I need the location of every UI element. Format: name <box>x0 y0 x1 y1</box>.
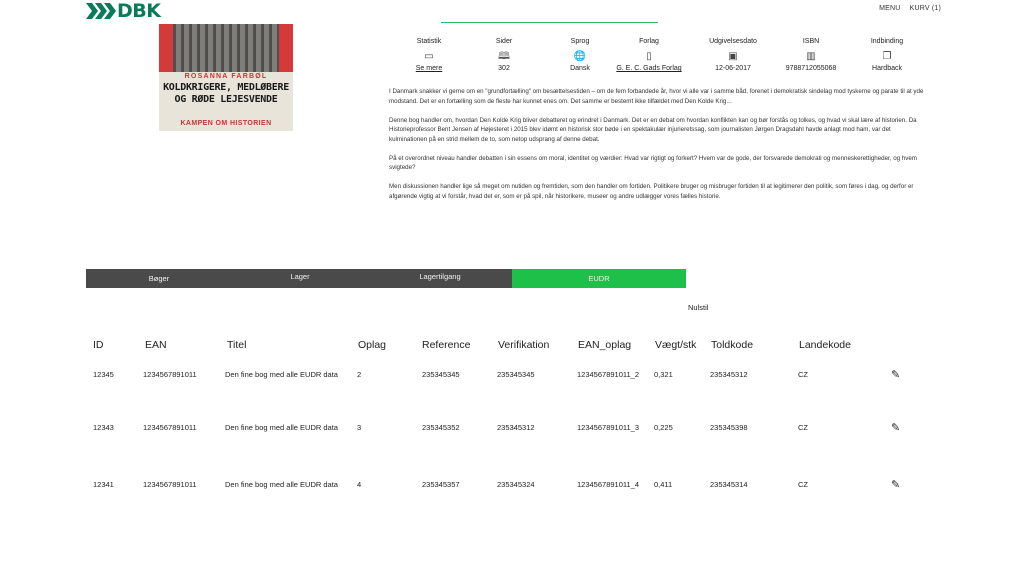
pencil-icon[interactable]: ✎ <box>891 369 901 381</box>
cell-ean: 1234567891011 <box>143 370 197 379</box>
logo[interactable] <box>86 2 160 20</box>
book-description <box>389 87 924 211</box>
top-nav <box>879 5 941 12</box>
tab-lagertilgang[interactable] <box>368 269 512 288</box>
cell-toldkode: 235345398 <box>710 423 748 432</box>
column-header: Oplag <box>358 339 387 351</box>
cell-oplag: 4 <box>357 480 362 489</box>
description-paragraph: Denne bog handler om, hvordan Den Kolde Krig bliver debatteret og erindret i Danmark. Det er en debat om hvordan konflikten kan og bør forstås og tolkes, og hvad vi skal lære af historien. Da Historieprofessor Bent Jensen af Højesteret i 2015 blev idømt en historisk stor bøde i en spektakulær injurieretssag, som journalisten Jørgen Dragsdahl havde anlagt mod ham, var det kulminationen på en strid mellem de to, som netop udsprang af denne debat. <box>389 116 917 143</box>
calendar-icon: ▣ <box>728 51 738 62</box>
cell-id: 12345 <box>93 370 114 379</box>
cell-id: 12343 <box>93 423 114 432</box>
stat-value: 12-06-2017 <box>715 65 751 72</box>
stat-forlag <box>604 38 694 75</box>
column-header: ID <box>93 339 104 351</box>
stat-value: Dansk <box>570 65 590 72</box>
menu-link[interactable]: MENU <box>879 5 901 12</box>
pencil-icon[interactable]: ✎ <box>891 479 901 491</box>
globe-icon: 🌐 <box>573 51 587 62</box>
stat-label: Indbinding <box>870 38 904 45</box>
chart-icon: ▭ <box>424 51 434 62</box>
cart-link[interactable]: KURV (1) <box>909 5 941 12</box>
column-header: Titel <box>227 339 247 351</box>
copy-icon: ❐ <box>882 51 892 62</box>
stat-label: Udgivelsesdato <box>709 38 757 45</box>
pencil-icon[interactable]: ✎ <box>891 422 901 434</box>
cell-verifikation: 235345312 <box>497 423 535 432</box>
tab-label: Lagertilgang <box>419 272 461 281</box>
cell-verifikation: 235345324 <box>497 480 535 489</box>
cell-id: 12341 <box>93 480 114 489</box>
description-paragraph: Men diskussionen handler lige så meget om nutiden og fremtiden, som den handler om fortiden. Politikere bruger og misbruger fortiden til at legitimerer den politik, som føres i dag, og derfor er afgørende vigtig at vi forstår, hvad det er, som er på spil, når historikere, museer og andre udlægger vores fælles historie. <box>389 183 914 200</box>
table-header <box>0 339 1024 353</box>
top-bar <box>0 0 1024 24</box>
book-icon: 🕮 <box>498 51 510 62</box>
cell-landekode: CZ <box>798 423 808 432</box>
cell-reference: 235345357 <box>422 480 460 489</box>
cell-ean-oplag: 1234567891011_4 <box>577 480 640 489</box>
tab-label: Lager <box>290 272 310 281</box>
cell-verifikation: 235345345 <box>497 370 535 379</box>
cell-weight: 0,321 <box>654 370 673 379</box>
column-header: Landekode <box>799 339 851 351</box>
tab-boger[interactable] <box>86 269 232 288</box>
table-row <box>0 423 1024 437</box>
stat-value: Hardback <box>872 65 902 72</box>
cell-ean-oplag: 1234567891011_2 <box>577 370 640 379</box>
cell-reference: 235345345 <box>422 370 460 379</box>
cell-ean: 1234567891011 <box>143 480 197 489</box>
stat-label: Statistik <box>416 38 442 45</box>
tab-eudr[interactable] <box>512 269 686 288</box>
table-row <box>0 370 1024 384</box>
stat-udgivelsesdato <box>688 38 778 75</box>
cell-toldkode: 235345314 <box>710 480 748 489</box>
column-header: Vægt/stk <box>655 339 697 351</box>
column-header: Verifikation <box>498 339 550 351</box>
bookmark-icon: ▯ <box>646 51 652 62</box>
cell-oplag: 3 <box>357 423 362 432</box>
cover-photo <box>159 24 293 72</box>
tab-label: EUDR <box>588 274 610 283</box>
stat-value: 302 <box>498 65 510 72</box>
book-cover <box>159 24 293 131</box>
stat-value: 9788712055068 <box>785 65 837 72</box>
cover-subtitle: KAMPEN OM HISTORIEN <box>180 120 272 127</box>
cell-title: Den fine bog med alle EUDR data <box>225 423 338 432</box>
stat-label: ISBN <box>802 38 820 45</box>
cover-title-line: OG RØDE LEJESVENDE <box>174 94 278 105</box>
logo-chevrons-icon <box>86 3 116 19</box>
cell-weight: 0,411 <box>654 480 673 489</box>
tab-lager[interactable] <box>232 269 368 288</box>
active-tab-indicator <box>441 22 658 23</box>
cell-oplag: 2 <box>357 370 362 379</box>
cell-toldkode: 235345312 <box>710 370 748 379</box>
column-header: Toldkode <box>711 339 754 351</box>
stat-label: Sider <box>495 38 513 45</box>
cell-reference: 235345352 <box>422 423 460 432</box>
column-header: EAN_oplag <box>578 339 632 351</box>
cell-weight: 0,225 <box>654 423 673 432</box>
cell-landekode: CZ <box>798 480 808 489</box>
cover-title-line: KOLDKRIGERE, MEDLØBERE <box>163 82 289 93</box>
cell-title: Den fine bog med alle EUDR data <box>225 480 338 489</box>
cell-ean: 1234567891011 <box>143 423 197 432</box>
tab-label: Bøger <box>148 274 170 283</box>
book-stats <box>392 38 932 80</box>
stat-indbinding <box>842 38 932 75</box>
column-header: EAN <box>145 339 167 351</box>
table-row <box>0 480 1024 494</box>
logo-text: DBK <box>117 0 161 22</box>
see-more-link[interactable]: Se mere <box>415 65 443 72</box>
reset-button[interactable]: Nulstil <box>688 303 709 312</box>
cell-title: Den fine bog med alle EUDR data <box>225 370 338 379</box>
stat-label: Forlag <box>639 38 659 45</box>
publisher-link[interactable]: G. E. C. Gads Forlag <box>616 65 682 72</box>
tab-bar <box>86 269 686 288</box>
description-paragraph: På et overordnet niveau handler debatten i sin essens om moral, identitet og værdier: Hvad var rigtigt og forkert? Hvem var de gode, der forsvarede demokrati og menneskerettigheder, og hvem svigtede? <box>389 154 917 171</box>
column-header: Reference <box>422 339 471 351</box>
cover-author: ROSANNA FARBØL <box>184 73 268 80</box>
cell-landekode: CZ <box>798 370 808 379</box>
cover-title <box>159 82 293 106</box>
stat-label: Sprog <box>570 38 590 45</box>
cell-ean-oplag: 1234567891011_3 <box>577 423 640 432</box>
barcode-icon: ▥ <box>806 51 816 62</box>
description-paragraph: I Danmark snakker vi gerne om en "grundfortælling" om besættelsestiden – om de fem forbandede år, hvor vi alle var i samme båd, forenet i demokratisk sindelag mod tyskerne og parate til at yde modstand. Det er en fortælling som de fleste har kunnet enes om. Det samme er bestemt ikke tilfældet med Den Kolde Krig... <box>389 88 924 105</box>
